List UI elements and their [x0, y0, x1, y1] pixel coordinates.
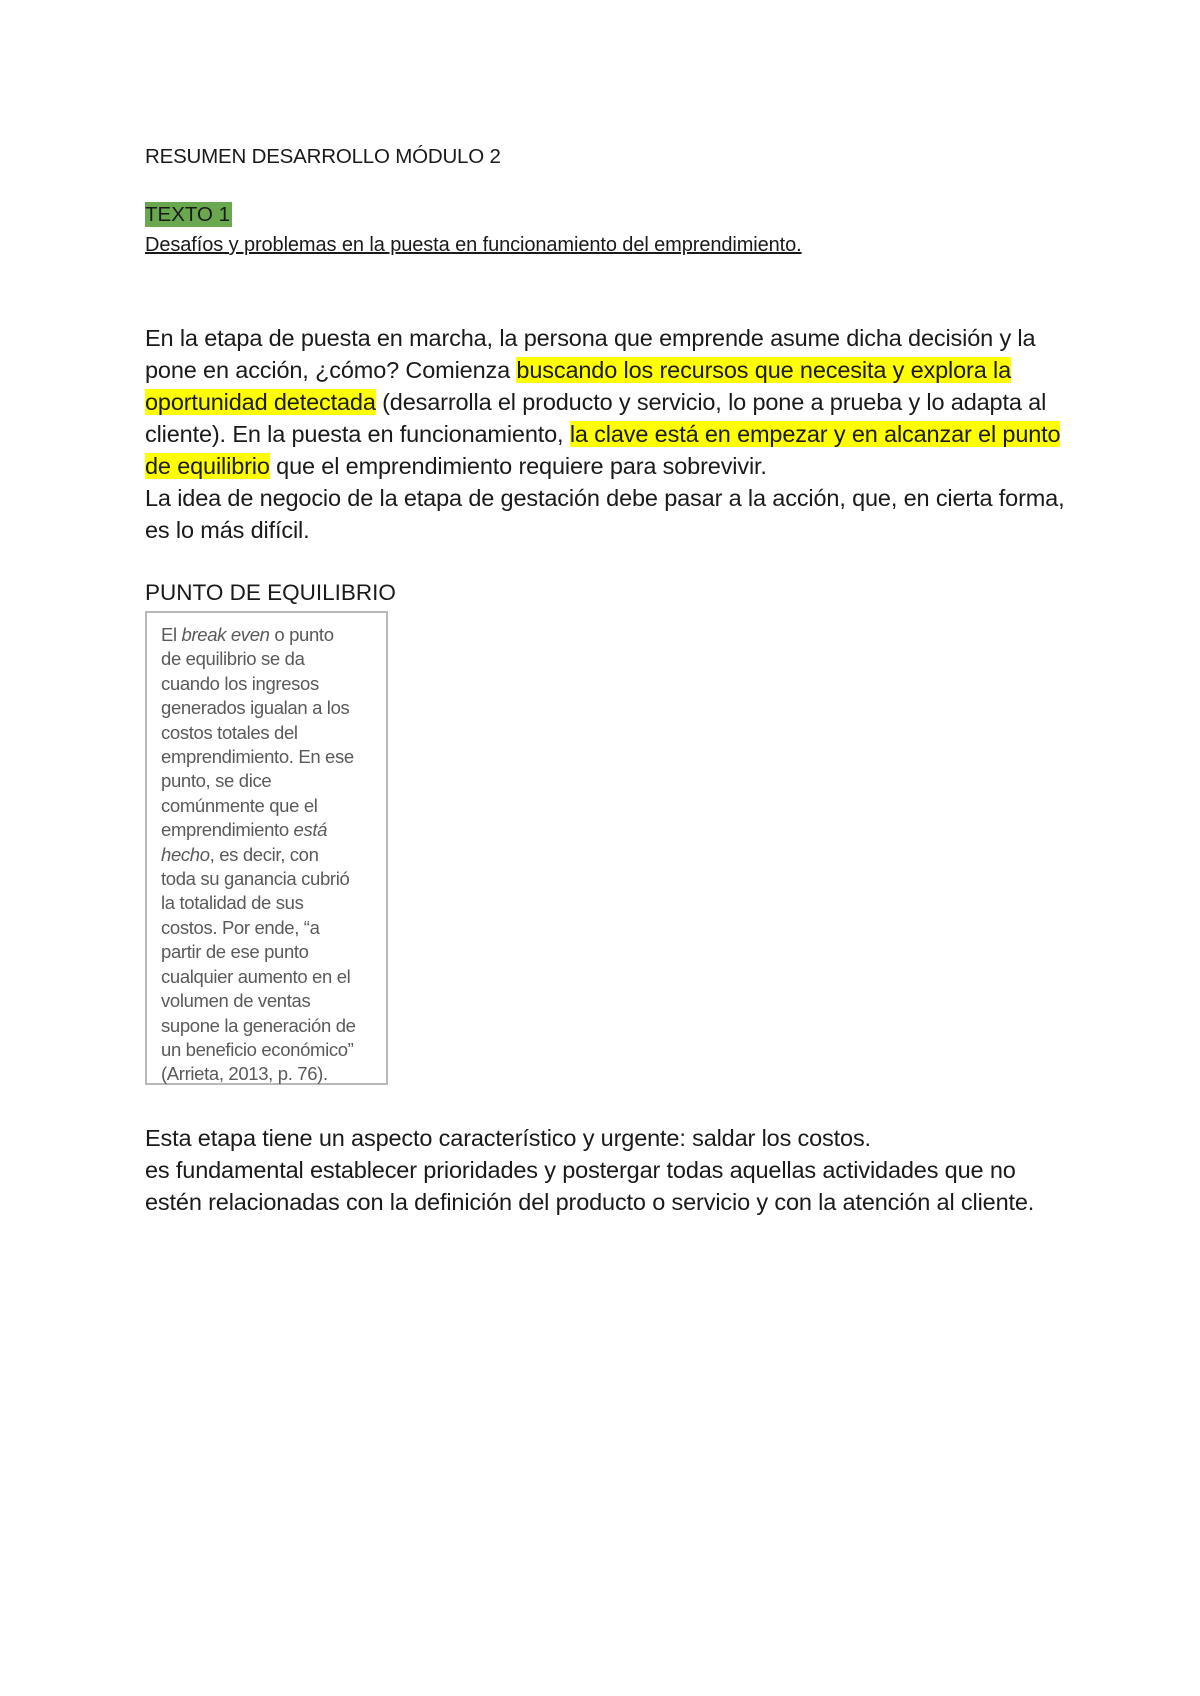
text-segment: (desarrolla el producto y servicio, lo pone a prueba y lo adapta al cliente). En la puesta en funcionamiento,: [145, 389, 1047, 447]
document-title: RESUMEN DESARROLLO MÓDULO 2: [145, 145, 501, 168]
quote-text: [161, 623, 386, 1087]
text-line: es fundamental establecer prioridades y postergar todas aquellas actividades que no estén relacionadas con la definición del producto o servicio y con la atención al cliente.: [145, 1157, 1035, 1215]
highlight-key: la clave está en empezar y en alcanzar el punto de equilibrio: [145, 421, 1061, 479]
quote-box: [145, 611, 388, 1085]
section-subtitle: Desafíos y problemas en la puesta en funcionamiento del emprendimiento.: [145, 234, 802, 256]
quote-italic: break even: [181, 624, 270, 645]
quote-italic: está hecho: [161, 819, 328, 865]
text-line: La idea de negocio de la etapa de gestación debe pasar a la acción, que, en cierta forma, es lo más difícil.: [145, 485, 1065, 543]
highlight-resources: buscando los recursos que necesita y explora la oportunidad detectada: [145, 357, 1011, 415]
quote-segment: El: [161, 624, 182, 645]
quote-segment: o punto de equilibrio se da cuando los ingresos generados igualan a los costos totales del emprendimiento. En ese punto, se dice comúnmente que el emprendimiento: [161, 624, 354, 841]
paragraph-intro: [145, 322, 1075, 546]
paragraph-costs: [145, 1122, 1075, 1218]
quote-segment: , es decir, con toda su ganancia cubrió la totalidad de sus costos. Por ende, “a partir de ese punto cualquier aumento en el volumen de ventas supone la generación de un beneficio económico” (Arrieta, 2013, p. 76).: [161, 843, 356, 1085]
breakeven-heading: PUNTO DE EQUILIBRIO: [145, 580, 396, 605]
text-segment: En la etapa de puesta en marcha, la persona que emprende asume dicha decisión y la pone en acción, ¿cómo? Comienza: [145, 325, 1036, 383]
section-tag: TEXTO 1: [145, 203, 231, 226]
text-line: Esta etapa tiene un aspecto característico y urgente: saldar los costos.: [145, 1125, 871, 1151]
text-segment: que el emprendimiento requiere para sobrevivir.: [269, 453, 767, 479]
